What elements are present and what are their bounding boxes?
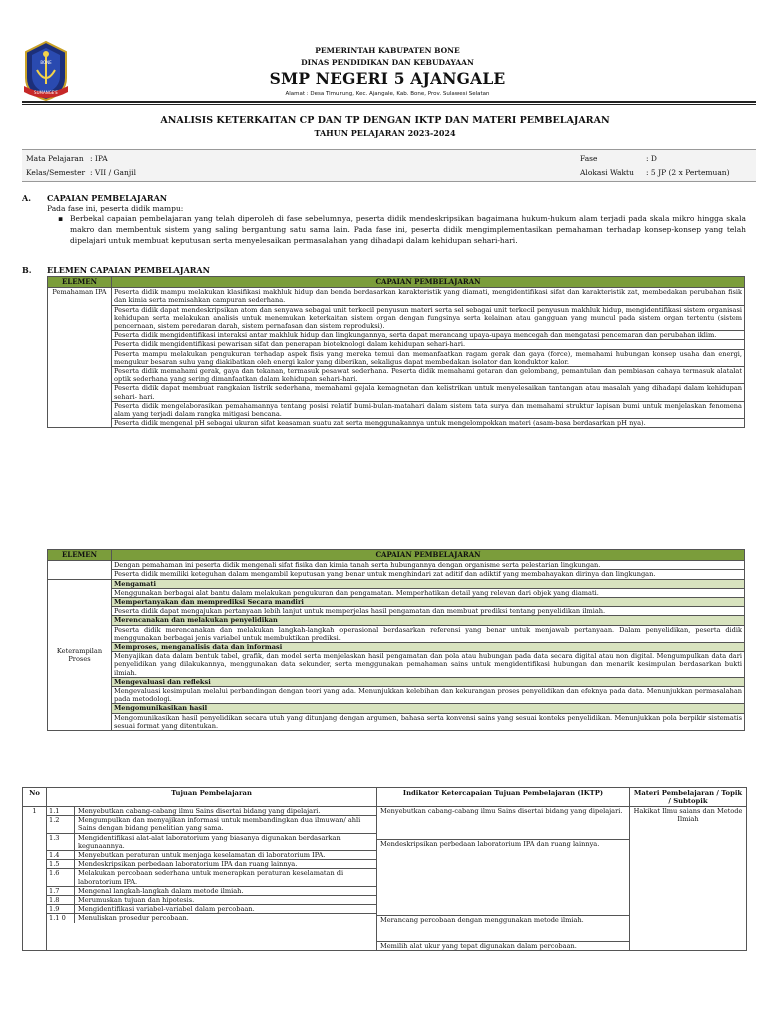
element-pemahaman-ipa: Pemahaman IPA (48, 288, 112, 428)
skill-title: Mengomunikasikan hasil (112, 704, 745, 713)
skill-text: Peserta didik dapat mengajukan pertanyaan lebih lanjut untuk memperjelas hasil pengamatan dan membuat prediksi tentang penyelidikan ilmiah. (112, 607, 745, 616)
tp-item (47, 887, 376, 896)
col-no-header: No (23, 788, 47, 807)
header-address: Alamat : Desa Timurung, Kec. Ajangale, Kab. Bone, Prov. Sulawesi Selatan (285, 91, 490, 97)
header-rule-thin (22, 104, 756, 105)
iktp-item: Merancang percobaan dengan menggunakan metode ilmiah. (377, 916, 629, 942)
tp-number: 1.3 (47, 834, 75, 850)
document-year: TAHUN PELAJARAN 2023-2024 (314, 128, 456, 138)
tp-text: Mengenal langkah-langkah dalam metode ilmiah. (78, 886, 244, 895)
tp-iktp-table (22, 787, 747, 951)
tp-number: 1.4 (47, 851, 75, 859)
tp-item (47, 807, 376, 816)
skill-title: Mempertanyakan dan memprediksi Secara mandiri (112, 598, 745, 607)
tp-item (47, 905, 376, 914)
skill-text: Mengomunikasikan hasil penyelidikan secara utuh yang ditunjang dengan argumen, bahasa serta konvensi sains yang sesuai konteks penyelidikan. Menunjukkan pola berpikir sistematis sesuai format yang ditentukan. (112, 713, 745, 730)
tp-text: Merumuskan tujuan dan hipotesis. (78, 896, 195, 905)
table-row: Peserta didik mengelaborasikan pemahamannya tentang posisi relatif bumi-bulan-matahari dalam sistem tata surya dan memahami struktur lapisan bumi untuk menjelaskan fenomena alam yang terjadi dalam rangka mitigasi bencana. (112, 401, 745, 418)
document-meta (22, 149, 756, 182)
document-title: ANALISIS KETERKAITAN CP DAN TP DENGAN IKTP DAN MATERI PEMBELAJARAN (160, 115, 610, 126)
subject-value: : IPA (90, 154, 108, 163)
table-row: Peserta didik dapat mendeskripsikan atom dan senyawa sebagai unit terkecil penyusun materi serta sel sebagai unit terkecil penyusun makhluk hidup, mengidentifikasi sistem organisasi kehidupan serta melakukan analisis untuk menemukan keterkaitan sistem organ dengan fungsinya serta kelainan atau gangguan yang muncul pada sistem organ tertentu (sistem pencernaan, sistem peredaran darah, sistem pernafasan dan sistem reproduksi). (112, 305, 745, 331)
tp-number: 1.9 (47, 905, 75, 913)
tp-item (47, 896, 376, 905)
header-department: DINAS PENDIDIKAN DAN KEBUDAYAAN (301, 58, 474, 67)
tp-item (47, 816, 376, 833)
tp-number: 1.7 (47, 887, 75, 895)
table-row: Peserta didik mengidentifikasi pewarisan sifat dan penerapan bioteknologi dalam kehidupan sehari-hari. (112, 340, 745, 349)
skill-text: Peserta didik merencanakan dan melakukan langkah-langkah operasional berdasarkan referensi yang benar untuk menjawab pertanyaan. Dalam penyelidikan, peserta didik menggunakan berbagai jenis variabel untuk membuktikan prediksi. (112, 625, 745, 642)
table-row: Peserta didik mengidentifikasi interaksi antar makhluk hidup dan lingkungannya, serta dapat merancang upaya-upaya mencegah dan mengatasi pencemaran dan perubahan iklim. (112, 331, 745, 340)
tp-text: Menyebutkan cabang-cabang ilmu Sains disertai bidang yang dipelajari. (78, 807, 321, 815)
tp-item (47, 914, 376, 922)
bone-regency-logo (22, 40, 70, 102)
logo-label: BONE (40, 60, 52, 65)
iktp-list (377, 807, 630, 951)
tp-item (47, 869, 376, 886)
tp-text: Menuliskan prosedur percobaan. (78, 914, 189, 923)
tp-text: Mendeskripsikan perbedaan laboratorium IPA dan ruang lainnya. (78, 860, 298, 869)
tp-number: 1.1 (47, 807, 75, 815)
skill-title: Merencanakan dan melakukan penyelidikan (112, 616, 745, 625)
section-b-heading: ELEMEN CAPAIAN PEMBELAJARAN (47, 265, 210, 275)
class-value: : VII / Ganjil (90, 168, 136, 177)
col-iktp-header: Indikator Ketercapaian Tujuan Pembelajaran (IKTP) (377, 788, 630, 807)
cp-table-1 (47, 276, 745, 428)
col-element-header: ELEMEN (48, 277, 112, 288)
tp-number: 1.2 (47, 816, 75, 832)
iktp-item: Memilih alat ukur yang tepat digunakan dalam percobaan. (380, 942, 577, 950)
col-tp-header: Tujuan Pembelajaran (47, 788, 377, 807)
table-row: Peserta mampu melakukan pengukuran terhadap aspek fisis yang mereka temui dan memanfaatkan ragam gerak dan gaya (force), memahami hubungan konsep usaha dan energi, mengukur besaran suhu yang diakibatkan oleh energi kalor yang diberikan, sekaligus dapat membedakan isolator dan konduktor kalor. (112, 349, 745, 366)
tp-list (47, 807, 377, 951)
skill-title: Memproses, menganalisis data dan informasi (112, 643, 745, 652)
bullet-icon: ▪ (58, 214, 64, 223)
col-cp-header: CAPAIAN PEMBELAJARAN (112, 277, 745, 288)
skill-text: Mengevaluasi kesimpulan melalui perbandingan dengan teori yang ada. Menunjukkan kelebihan dan kekurangan proses penyelidikan dan efeknya pada data. Menunjukkan permasalahan pada metodologi. (112, 687, 745, 704)
tp-text: Mengumpulkan dan menyajikan informasi untuk membandingkan dua ilmuwan/ ahli Sains dengan bidang penelitian yang sama. (78, 816, 361, 833)
skill-title: Mengamati (112, 579, 745, 588)
section-a-letter: A. (22, 193, 31, 203)
skill-title: Mengevaluasi dan refleksi (112, 677, 745, 686)
tp-number: 1.1 0 (47, 914, 75, 922)
tp-number: 1.5 (47, 860, 75, 868)
iktp-item: Mendeskripsikan perbedaan laboratorium IPA dan ruang lainnya. (377, 840, 629, 916)
iktp-item: Menyebutkan cabang-cabang ilmu Sains disertai bidang yang dipelajari. (377, 807, 629, 840)
section-a-heading: CAPAIAN PEMBELAJARAN (47, 193, 168, 203)
table-row: Peserta didik mampu melakukan klasifikasi makhluk hidup dan benda berdasarkan karakteristik yang diamati, mengidentifikasi sifat dan karakteristik zat, membedakan perubahan fisik dan kimia serta memisahkan campuran sederhana. (112, 288, 745, 305)
tp-text: Melakukan percobaan sederhana untuk menerapkan peraturan keselamatan di laboratorium IPA. (78, 869, 344, 886)
element-keterampilan-proses: Keterampilan Proses (48, 579, 112, 730)
tp-number: 1.8 (47, 896, 75, 904)
col-materi-header: Materi Pembelajaran / Topik / Subtopik (630, 788, 747, 807)
col-cp-header: CAPAIAN PEMBELAJARAN (112, 550, 745, 561)
header-government: PEMERINTAH KABUPATEN BONE (315, 46, 460, 55)
section-a-paragraph: Berbekal capaian pembelajaran yang telah diperoleh di fase sebelumnya, peserta didik mendeskripsikan bagaimana hukum-hukum alam terjadi pada skala mikro hingga skala makro dan membentuk sistem yang saling bergantung satu sama lain. Pada fase ini, peserta didik mengimplementasikan pemahaman terhadap konsep-konsep yang telah dipelajari untuk membuat keputusan serta menyelesaikan permasalahan yang dihadapi dalam kehidupan sehari-hari. (70, 214, 746, 245)
header-school-name: SMP NEGERI 5 AJANGALE (269, 69, 506, 88)
section-a-intro: Pada fase ini, peserta didik mampu: (47, 204, 184, 213)
tp-text: Mengidentifikasi variabel-variabel dalam percobaan. (78, 905, 255, 914)
tp-item (47, 834, 376, 851)
tp-text: Mengidentifikasi alat-alat laboratorium yang biasanya digunakan berdasarkan kegunaannya. (78, 833, 341, 850)
row-number: 1 (23, 807, 47, 951)
table-row: Peserta didik memiliki keteguhan dalam mengambil keputusan yang benar untuk menghindari zat aditif dan adiktif yang membahayakan dirinya dan lingkungan. (112, 570, 745, 579)
table-row: Peserta didik dapat membuat rangkaian listrik sederhana, memahami gejala kemagnetan dan kelistrikan untuk menyelesaikan tantangan atau masalah yang dihadapi dalam kehidupan sehari- hari. (112, 384, 745, 401)
skill-text: Menyajikan data dalam bentuk tabel, grafik, dan model serta menjelaskan hasil pengamatan dan pola atau hubungan pada data secara digital atau non digital. Mengumpulkan data dari penyelidikan yang dilakukannya, menggunakan data sekunder, serta menggunakan pemahaman sains untuk mengidentifikasi hubungan dan menarik kesimpulan berdasarkan bukti ilmiah. (112, 652, 745, 678)
materi-cell: Hakikat Ilmu saians dan Metode Ilmiah (630, 807, 747, 951)
tp-number: 1.6 (47, 869, 75, 885)
time-label: Alokasi Waktu (580, 168, 634, 177)
tp-item (47, 860, 376, 869)
table-row: Peserta didik memahami gerak, gaya dan tekanan, termasuk pesawat sederhana. Peserta didik memahami getaran dan gelombang, pemantulan dan pembiasan cahaya termasuk alatalat optik sederhana yang sering dimanfaatkan dalam kehidupan sehari-hari. (112, 367, 745, 384)
subject-label: Mata Pelajaran (26, 154, 84, 163)
section-b-letter: B. (22, 265, 32, 275)
logo-ribbon-text: SUMANGE'E (34, 90, 58, 95)
tp-text: Menyebutkan peraturan untuk menjaga keselamatan di laboratorium IPA. (78, 851, 326, 860)
phase-label: Fase (580, 154, 598, 163)
skill-text: Menggunakan berbagai alat bantu dalam melakukan pengukuran dan pengamatan. Memperhatikan detail yang relevan dari objek yang diamati. (112, 588, 745, 597)
header-rule-thick (22, 101, 756, 103)
table-row: Peserta didik mengenal pH sebagai ukuran sifat keasaman suatu zat serta menggunakannya untuk mengelompokkan materi (asam-basa berdasarkan pH nya). (112, 419, 745, 428)
col-element-header: ELEMEN (48, 550, 112, 561)
table-row: Dengan pemahaman ini peserta didik mengenali sifat fisika dan kimia tanah serta hubungannya dengan organisme serta pelestarian lingkungan. (112, 561, 745, 570)
phase-value: : D (646, 154, 657, 163)
cp-table-2 (47, 549, 745, 731)
tp-item (47, 851, 376, 860)
class-label: Kelas/Semester (26, 168, 86, 177)
time-value: : 5 JP (2 x Pertemuan) (646, 168, 730, 177)
element-cell-empty (48, 561, 112, 579)
